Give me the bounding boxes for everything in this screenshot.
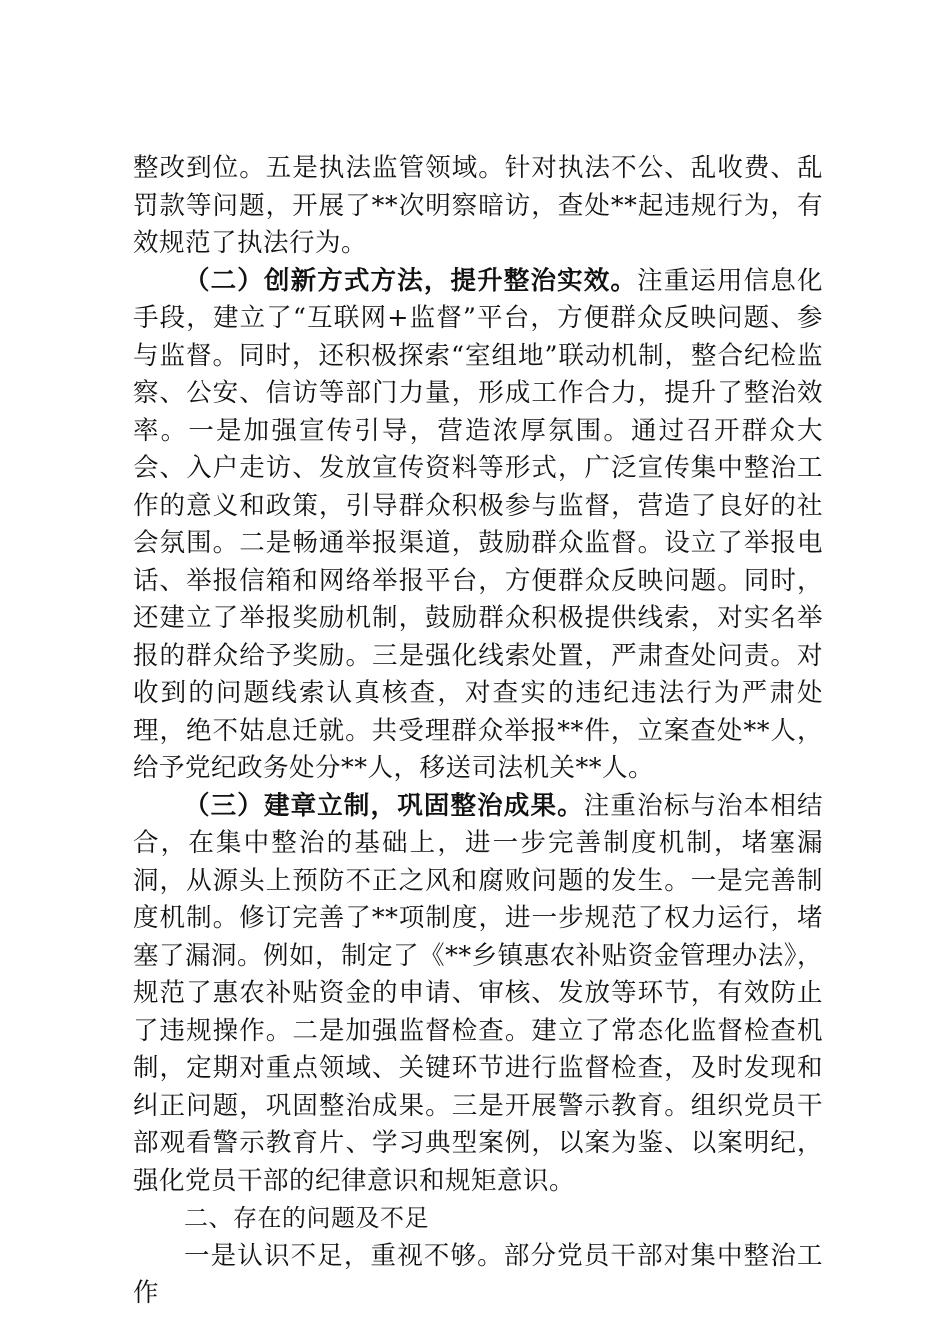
- section-two-body: 注重运用信息化手段，建立了“互联网+监督”平台，方便群众反映问题、参与监督。同时，还积极探索“室组地”联动机制，整合纪检监察、公安、信访等部门力量，形成工作合力，提升了整治效率。一是加强宣传引导，营造浓厚氛围。通过召开群众大会、入户走访、发放宣传资料等形式，广泛宣传集中整治工作的意义和政策，引导群众积极参与监督，营造了良好的社会氛围。二是畅通举报渠道，鼓励群众监督。设立了举报电话、举报信箱和网络举报平台，方便群众反映问题。同时，还建立了举报奖励机制，鼓励群众积极提供线索，对实名举报的群众给予奖励。三是强化线索处置，严肃查处问责。对收到的问题线索认真核查，对查实的违纪违法行为严肃处理，绝不姑息迁就。共受理群众举报**件，立案查处**人，给予党纪政务处分**人，移送司法机关**人。: [133, 265, 823, 783]
- section-two-heading: （二）创新方式方法，提升整治实效。: [184, 265, 638, 296]
- section-three-body: 注重治标与治本相结合，在集中整治的基础上，进一步完善制度机制，堵塞漏洞，从源头上预防不正之风和腐败问题的发生。一是完善制度机制。修订完善了**项制度，进一步规范了权力运行，堵塞了漏洞。例如，制定了《**乡镇惠农补贴资金管理办法》，规范了惠农补贴资金的申请、审核、发放等环节，有效防止了违规操作。二是加强监督检查。建立了常态化监督检查机制，定期对重点领域、关键环节进行监督检查，及时发现和纠正问题，巩固整治成果。三是开展警示教育。组织党员干部观看警示教育片、学习典型案例，以案为鉴、以案明纪，强化党员干部的纪律意识和规矩意识。: [133, 790, 823, 1196]
- document-body: [133, 150, 823, 1313]
- continuation-paragraph: 整改到位。五是执法监管领域。针对执法不公、乱收费、乱罚款等问题，开展了**次明察暗访，查处**起违规行为，有效规范了执法行为。: [133, 153, 823, 258]
- part-two-heading: 二、存在的问题及不足: [184, 1204, 429, 1232]
- section-three-paragraph: [133, 788, 823, 1201]
- section-three-heading: （三）建章立制，巩固整治成果。: [184, 790, 584, 821]
- section-two-paragraph: [133, 263, 823, 788]
- part-two-first-paragraph: 一是认识不足，重视不够。部分党员干部对集中整治工作: [133, 1240, 823, 1308]
